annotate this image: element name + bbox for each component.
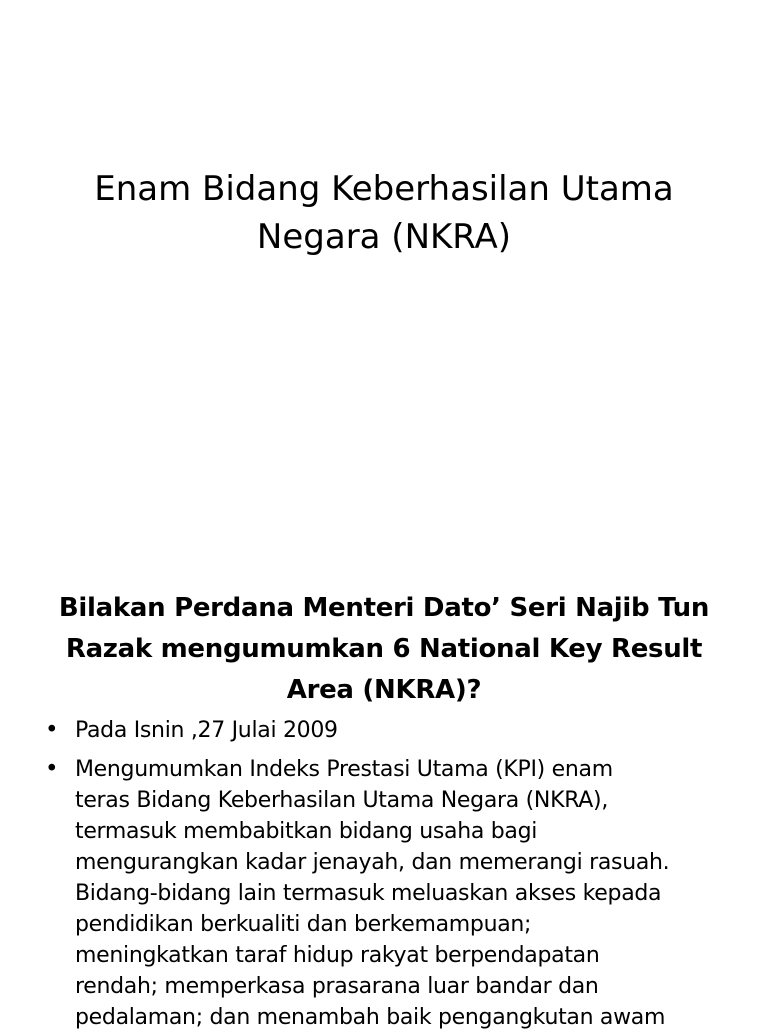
heading-line: Razak mengumumkan 6 National Key Result [65, 634, 703, 664]
bullet-item-date [0, 715, 755, 746]
bullet-item-announcement [0, 754, 755, 1033]
slide-title-line: Enam Bidang Keberhasilan Utama [94, 169, 674, 209]
bullet-text-line: Bidang-bidang lain termasuk meluaskan akses kepada [75, 881, 662, 906]
bullet-text-line: rendah; memperkasa prasarana luar bandar dan [75, 974, 599, 999]
content-heading [40, 588, 728, 711]
content-slide [0, 588, 768, 1033]
bullet-dot-icon: • [45, 717, 59, 743]
bullet-text-line: meningkatkan taraf hidup rakyat berpendapatan [75, 943, 600, 968]
heading-line: Area (NKRA)? [286, 675, 482, 705]
bullet-text-line: pendidikan berkualiti dan berkemampuan; [75, 912, 532, 937]
bullet-dot-icon: • [45, 756, 59, 782]
bullet-text-line: teras Bidang Keberhasilan Utama Negara (NKRA), [75, 788, 609, 813]
bullet-text-line: termasuk membabitkan bidang usaha bagi [75, 819, 538, 844]
bullet-text-line: Mengumumkan Indeks Prestasi Utama (KPI) enam [75, 757, 613, 782]
bullet-text-line: Pada Isnin ,27 Julai 2009 [75, 718, 338, 743]
bullet-text-line: mengurangkan kadar jenayah, dan memerangi rasuah. [75, 850, 670, 875]
bullet-list [0, 715, 768, 1033]
title-slide [40, 165, 728, 261]
bullet-text-line: pedalaman; dan menambah baik pengangkutan awam [75, 1005, 666, 1030]
slide-title-line: Negara (NKRA) [256, 217, 512, 257]
heading-line: Bilakan Perdana Menteri Dato’ Seri Najib Tun [58, 593, 710, 623]
